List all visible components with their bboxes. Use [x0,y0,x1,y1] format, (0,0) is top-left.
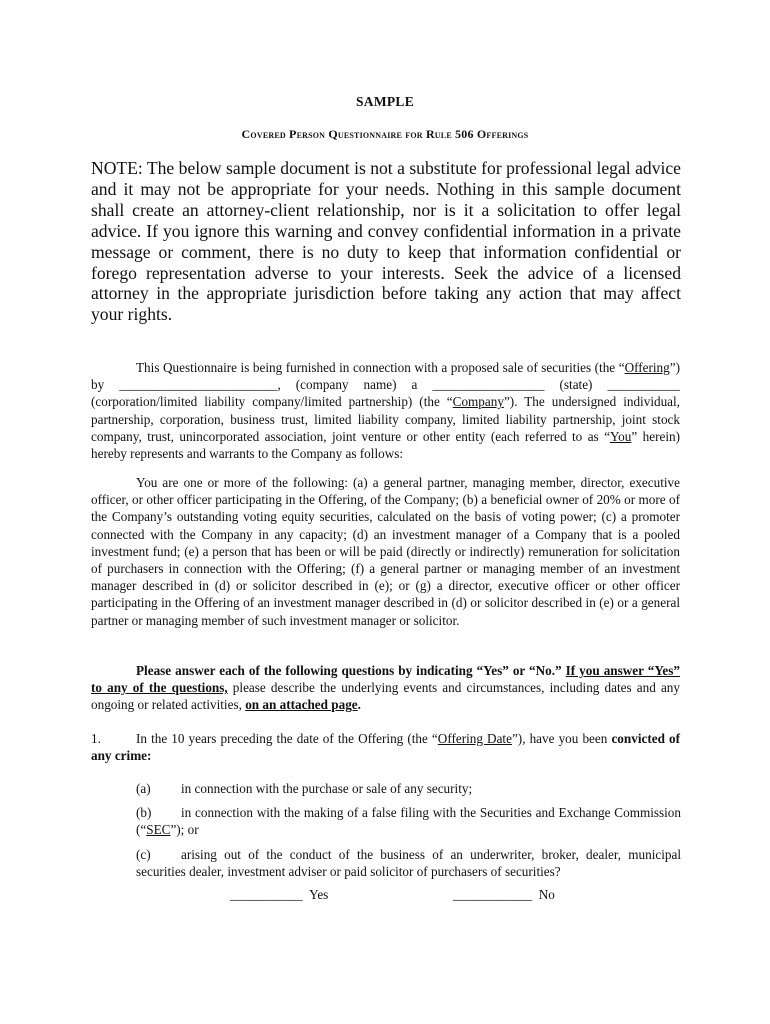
item-text: in connection with the making of a false filing with the Securities and Exchange Commission (“ [136,805,681,838]
no-label: No [538,887,555,902]
offering-date-term: Offering Date [437,731,512,746]
document-title: SAMPLE [355,94,415,109]
attached-page-term: on an attached page [245,697,358,713]
instructions-end: . [357,697,361,713]
instructions-paragraph [91,662,680,714]
state-blank[interactable]: _________________ [432,377,545,393]
intro-text: ”) by [91,360,680,393]
yes-label: Yes [309,887,329,902]
no-answer [453,887,555,903]
question-1-item-c [136,846,681,880]
disclaimer-note: NOTE: The below sample document is not a substitute for professional legal advice and it may not be appropriate for your needs. Nothing in this sample document shall create an attorney-client relationship, nor is it a solicitation to offer legal advice. If you ignore this warning and convey confidential information in a private message or comment, there is no duty to keep that information confidential or forego representation adverse to your interests. Seek the advice of a licensed attorney in the appropriate jurisdiction before taking any action that may affect your rights. [91,158,681,325]
yes-blank[interactable]: ___________ [230,887,303,902]
question-text: : [147,748,152,764]
intro-text: (corporation/limited liability company/limited partnership) (the “ [91,394,453,410]
question-bold: convicted of any crime [91,731,680,764]
instructions-text: please describe the underlying events and circumstances, including dates and any ongoing or related activities, [91,680,680,713]
question-1-item-a [136,780,681,797]
yes-answer [230,887,328,903]
question-text: ”), have you been [511,731,612,746]
no-blank[interactable]: ____________ [453,887,533,902]
entity-type-blank[interactable]: ___________ [607,377,681,393]
sec-term: SEC [146,822,171,838]
item-text: ”); or [170,822,199,838]
intro-text: (state) [544,377,608,393]
intro-text: , (company name) a [277,377,433,393]
intro-text: ”). The undersigned individual, partnership, corporation, business trust, limited liability company, limited liability partnership, joint stock company, trust, unincorporated association, joint venture or other entity (each referred to as “ [91,394,680,444]
instructions-bold: Please answer each of the following questions by indicating “Yes” or “No.” [136,663,566,678]
instructions-bold-underlined: If you answer “Yes” to any of the questions, [91,663,680,696]
document-subtitle: Covered Person Questionnaire for Rule 506 Offerings [241,127,529,141]
question-1 [91,730,680,764]
item-label: (a) [136,781,151,796]
question-1-item-b [136,804,681,838]
item-text: arising out of the conduct of the business of an underwriter, broker, dealer, municipal securities dealer, investment adviser or paid solicitor of purchasers of securities? [136,847,681,880]
company-term: Company [452,394,504,410]
company-name-blank[interactable]: ________________________ [119,377,278,393]
item-label: (b) [136,805,152,820]
intro-text: This Questionnaire is being furnished in connection with a proposed sale of securities (the “ [136,360,625,375]
item-label: (c) [136,847,151,862]
question-text: In the 10 years preceding the date of the Offering (the “ [136,731,438,746]
item-text: in connection with the purchase or sale of any security; [181,781,473,796]
offering-term: Offering [624,360,670,375]
intro-paragraph [91,359,680,462]
you-term: You [609,428,632,444]
intro-text: ” herein) hereby represents and warrants to the Company as follows: [91,428,680,462]
covered-person-paragraph: You are one or more of the following: (a) a general partner, managing member, director, executive officer, or other officer participating in the Offering, of the Company; (b) a beneficial owner of 20% or more of the Company’s outstanding voting equity securities, calculated on the basis of voting power; (c) a promoter connected with the Company in any capacity; (d) an investment manager of a Company that is a pooled investment fund; (e) a person that has been or will be paid (directly or indirectly) remuneration for solicitation of purchasers in connection with the Offering; (f) a general partner or managing member of an investment manager described in (d) or solicitor described in (e); or (g) a director, executive officer or other officer participating in the Offering of an investment manager described in (d) or solicitor described in (e) or a general partner or managing member of such investment manager or solicitor. [91,475,680,628]
question-number: 1. [91,731,101,746]
